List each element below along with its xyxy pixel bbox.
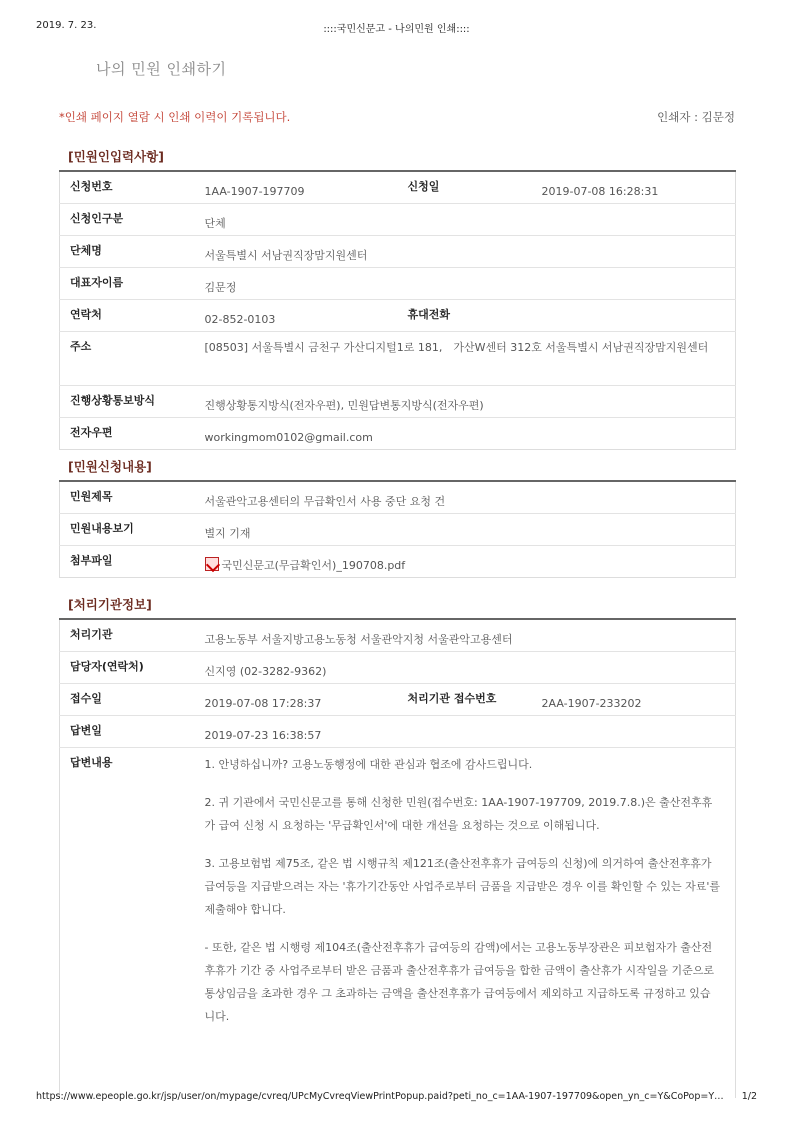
table-row bbox=[60, 546, 736, 578]
table-row bbox=[60, 386, 736, 418]
table-row bbox=[60, 684, 736, 716]
table-row bbox=[60, 652, 736, 684]
subject-label: 민원제목 bbox=[60, 481, 195, 514]
table-row bbox=[60, 619, 736, 652]
address-label: 주소 bbox=[60, 332, 195, 386]
applicant-type-label: 신청인구분 bbox=[60, 204, 195, 236]
attachment-cell bbox=[195, 546, 736, 578]
table-row bbox=[60, 236, 736, 268]
org-name-value: 서울특별시 서남권직장맘지원센터 bbox=[195, 236, 736, 268]
email-label: 전자우편 bbox=[60, 418, 195, 450]
officer-label: 담당자(연락처) bbox=[60, 652, 195, 684]
table-row bbox=[60, 514, 736, 546]
mobile-label: 휴대전화 bbox=[398, 300, 532, 332]
officer-value: 신지영 (02-3282-9362) bbox=[195, 652, 736, 684]
answer-paragraph: - 또한, 같은 법 시행령 제104조(출산전후휴가 급여등의 감액)에서는 고용노동부장관은 피보험자가 출산전후휴가 기간 중 사업주로부터 받은 금품과 출산전후휴가 급여등을 합한 금액이 출산휴가 시작일을 기준으로 통상임금을 초과한 경우 그 초과하는 금액을 출산전후휴가 급여등에서 제외하고 지급하도록 규정하고 있습니다. bbox=[204, 941, 714, 1023]
table-row bbox=[60, 418, 736, 450]
applicant-info-table bbox=[59, 170, 736, 450]
answer-date-value: 2019-07-23 16:38:57 bbox=[195, 716, 736, 748]
notice-row bbox=[59, 109, 735, 125]
table-row bbox=[60, 481, 736, 514]
agency-receipt-no-label: 처리기관 접수번호 bbox=[398, 684, 532, 716]
attachment-label: 첨부파일 bbox=[60, 546, 195, 578]
section-title: [처리기관정보] bbox=[68, 597, 152, 612]
application-no-label: 신청번호 bbox=[60, 171, 195, 204]
pdf-file-icon[interactable] bbox=[205, 557, 219, 571]
section-applicant-info bbox=[59, 148, 736, 450]
received-date-label: 접수일 bbox=[60, 684, 195, 716]
print-header bbox=[36, 20, 757, 34]
answer-content bbox=[195, 748, 736, 1098]
table-row bbox=[60, 332, 736, 386]
section-title: [민원인입력사항] bbox=[68, 149, 164, 164]
notify-method-label: 진행상황통보방식 bbox=[60, 386, 195, 418]
agency-value: 고용노동부 서울지방고용노동청 서울관악지청 서울관악고용센터 bbox=[195, 619, 736, 652]
section-agency-info bbox=[59, 596, 736, 1098]
rep-name-label: 대표자이름 bbox=[60, 268, 195, 300]
answer-paragraph: 1. 안녕하십니까? 고용노동행정에 대한 관심과 협조에 감사드립니다. bbox=[204, 758, 533, 771]
received-date-value: 2019-07-08 17:28:37 bbox=[195, 684, 398, 716]
answer-date-label: 답변일 bbox=[60, 716, 195, 748]
content-label: 민원내용보기 bbox=[60, 514, 195, 546]
table-row bbox=[60, 268, 736, 300]
notify-method-value: 진행상황통지방식(전자우편), 민원답변통지방식(전자우편) bbox=[195, 386, 736, 418]
agency-info-table bbox=[59, 618, 736, 1098]
print-window-title: ::::국민신문고 - 나의민원 인쇄:::: bbox=[323, 24, 470, 35]
subject-value: 서울관악고용센터의 무급확인서 사용 중단 요청 건 bbox=[195, 481, 736, 514]
page-title: 나의 민원 인쇄하기 bbox=[96, 60, 227, 78]
print-log-notice: *인쇄 페이지 열람 시 인쇄 이력이 기록됩니다. bbox=[59, 110, 291, 124]
table-row bbox=[60, 300, 736, 332]
print-date: 2019. 7. 23. bbox=[36, 20, 97, 31]
table-row bbox=[60, 204, 736, 236]
table-row bbox=[60, 748, 736, 1098]
table-row bbox=[60, 716, 736, 748]
answer-paragraph: 2. 귀 기관에서 국민신문고를 통해 신청한 민원(접수번호: 1AA-1907-197709, 2019.7.8.)은 출산전후휴가 급여 신청 시 요청하는 '무급확인서'에 대한 개선을 요청하는 것으로 이해됩니다. bbox=[204, 796, 713, 832]
answer-paragraph: 3. 고용보험법 제75조, 같은 법 시행규칙 제121조(출산전후휴가 급여등의 신청)에 의거하여 출산전후휴가 급여등을 지급받으려는 자는 '휴가기간동안 사업주로부터 금품을 지급받은 경우 이를 확인할 수 있는 자료'를 제출해야 합니다. bbox=[204, 857, 721, 916]
attachment-link[interactable]: 국민신문고(무급확인서)_190708.pdf bbox=[221, 559, 406, 572]
content-value: 별지 기재 bbox=[195, 514, 736, 546]
contact-value: 02-852-0103 bbox=[195, 300, 398, 332]
request-content-table bbox=[59, 480, 736, 578]
application-date-value: 2019-07-08 16:28:31 bbox=[532, 171, 736, 204]
rep-name-value: 김문정 bbox=[195, 268, 736, 300]
print-footer bbox=[36, 1091, 757, 1105]
application-date-label: 신청일 bbox=[398, 171, 532, 204]
table-row bbox=[60, 171, 736, 204]
email-value: workingmom0102@gmail.com bbox=[195, 418, 736, 450]
application-no-value: 1AA-1907-197709 bbox=[195, 171, 398, 204]
printer-name: 인쇄자 : 김문정 bbox=[657, 110, 735, 124]
applicant-type-value: 단체 bbox=[195, 204, 736, 236]
mobile-value bbox=[532, 300, 736, 332]
address-value: [08503] 서울특별시 금천구 가산디지털1로 181, 가산W센터 312호 서울특별시 서남권직장맘지원센터 bbox=[195, 332, 736, 386]
agency-label: 처리기관 bbox=[60, 619, 195, 652]
org-name-label: 단체명 bbox=[60, 236, 195, 268]
agency-receipt-no-value: 2AA-1907-233202 bbox=[532, 684, 736, 716]
section-request-content bbox=[59, 458, 736, 578]
page-url: https://www.epeople.go.kr/jsp/user/on/mypage/cvreq/UPcMyCvreqViewPrintPopup.paid?peti_no_c=1AA-1907-197709&open_yn_c=Y&CoPop=Y… bbox=[36, 1091, 724, 1102]
answer-content-label: 답변내용 bbox=[60, 748, 195, 1098]
section-title: [민원신청내용] bbox=[68, 459, 152, 474]
page-number: 1/2 bbox=[741, 1091, 757, 1102]
contact-label: 연락처 bbox=[60, 300, 195, 332]
